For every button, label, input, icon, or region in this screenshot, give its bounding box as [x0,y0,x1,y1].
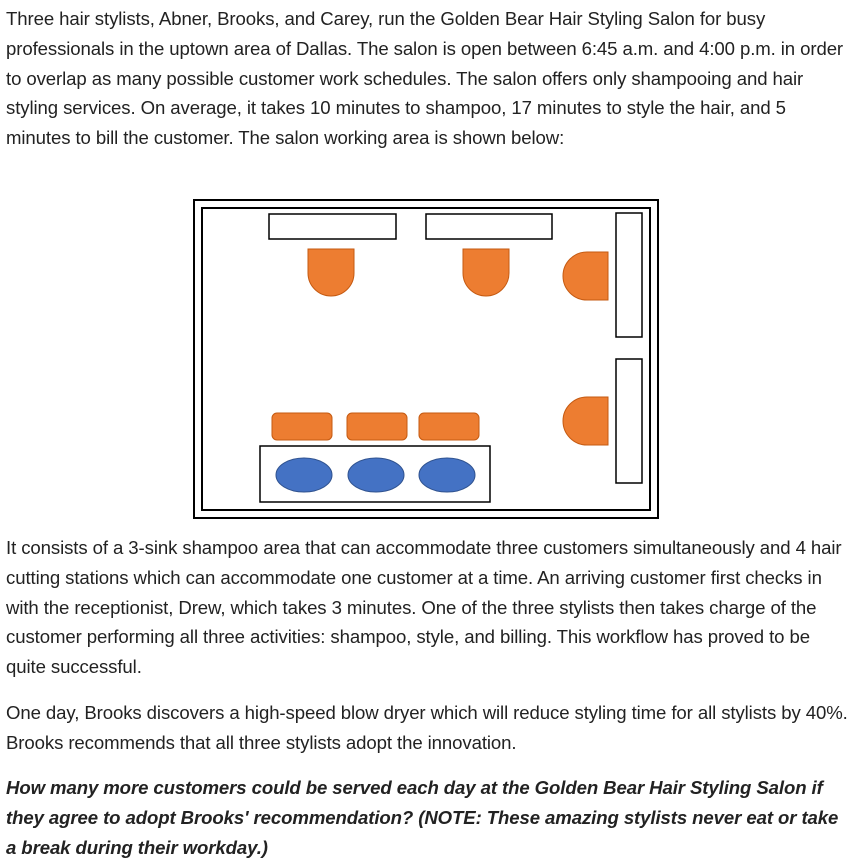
shampoo-sink-1 [276,458,332,492]
shampoo-sink-3 [419,458,475,492]
shampoo-chair-2 [347,413,407,440]
question-paragraph: How many more customers could be served each day at the Golden Bear Hair Styling Salon if they agree to adopt Brooks' recommendation? (NOTE: These amazing stylists never eat or take a break during their workday.) [6,777,839,858]
styling-station-counter-1 [269,214,396,239]
shampoo-chair-3 [419,413,479,440]
styling-station-counter-4 [616,359,642,483]
salon-floor-plan [193,199,659,519]
shampoo-sink-2 [348,458,404,492]
intro-paragraph: Three hair stylists, Abner, Brooks, and Carey, run the Golden Bear Hair Styling Salon for busy professionals in the uptown area of Dallas. The salon is open between 6:45 a.m. and 4:00 p.m. in order to overlap as many possible customer work schedules. The salon offers only shampooing and hair styling services. On average, it takes 10 minutes to shampoo, 17 minutes to style the hair, and 5 minutes to bill the customer. The salon working area is shown below: [6,8,844,149]
shampoo-chair-1 [272,413,332,440]
styling-chair-3 [563,252,608,300]
styling-chair-4 [563,397,608,445]
styling-chair-1 [308,249,354,296]
styling-station-counter-3 [616,213,642,337]
layout-description-paragraph: It consists of a 3-sink shampoo area that can accommodate three customers simultaneously and 4 hair cutting stations which can accommodate one customer at a time. An arriving customer first checks in with the receptionist, Drew, which takes 3 minutes. One of the three stylists then takes charge of the customer performing all three activities: shampoo, style, and billing. This workflow has proved to be quite successful. [6,537,842,678]
innovation-paragraph: One day, Brooks discovers a high-speed blow dryer which will reduce styling time for all stylists by 40%. Brooks recommends that all three stylists adopt the innovation. [6,702,848,753]
styling-station-counter-2 [426,214,552,239]
styling-chair-2 [463,249,509,296]
